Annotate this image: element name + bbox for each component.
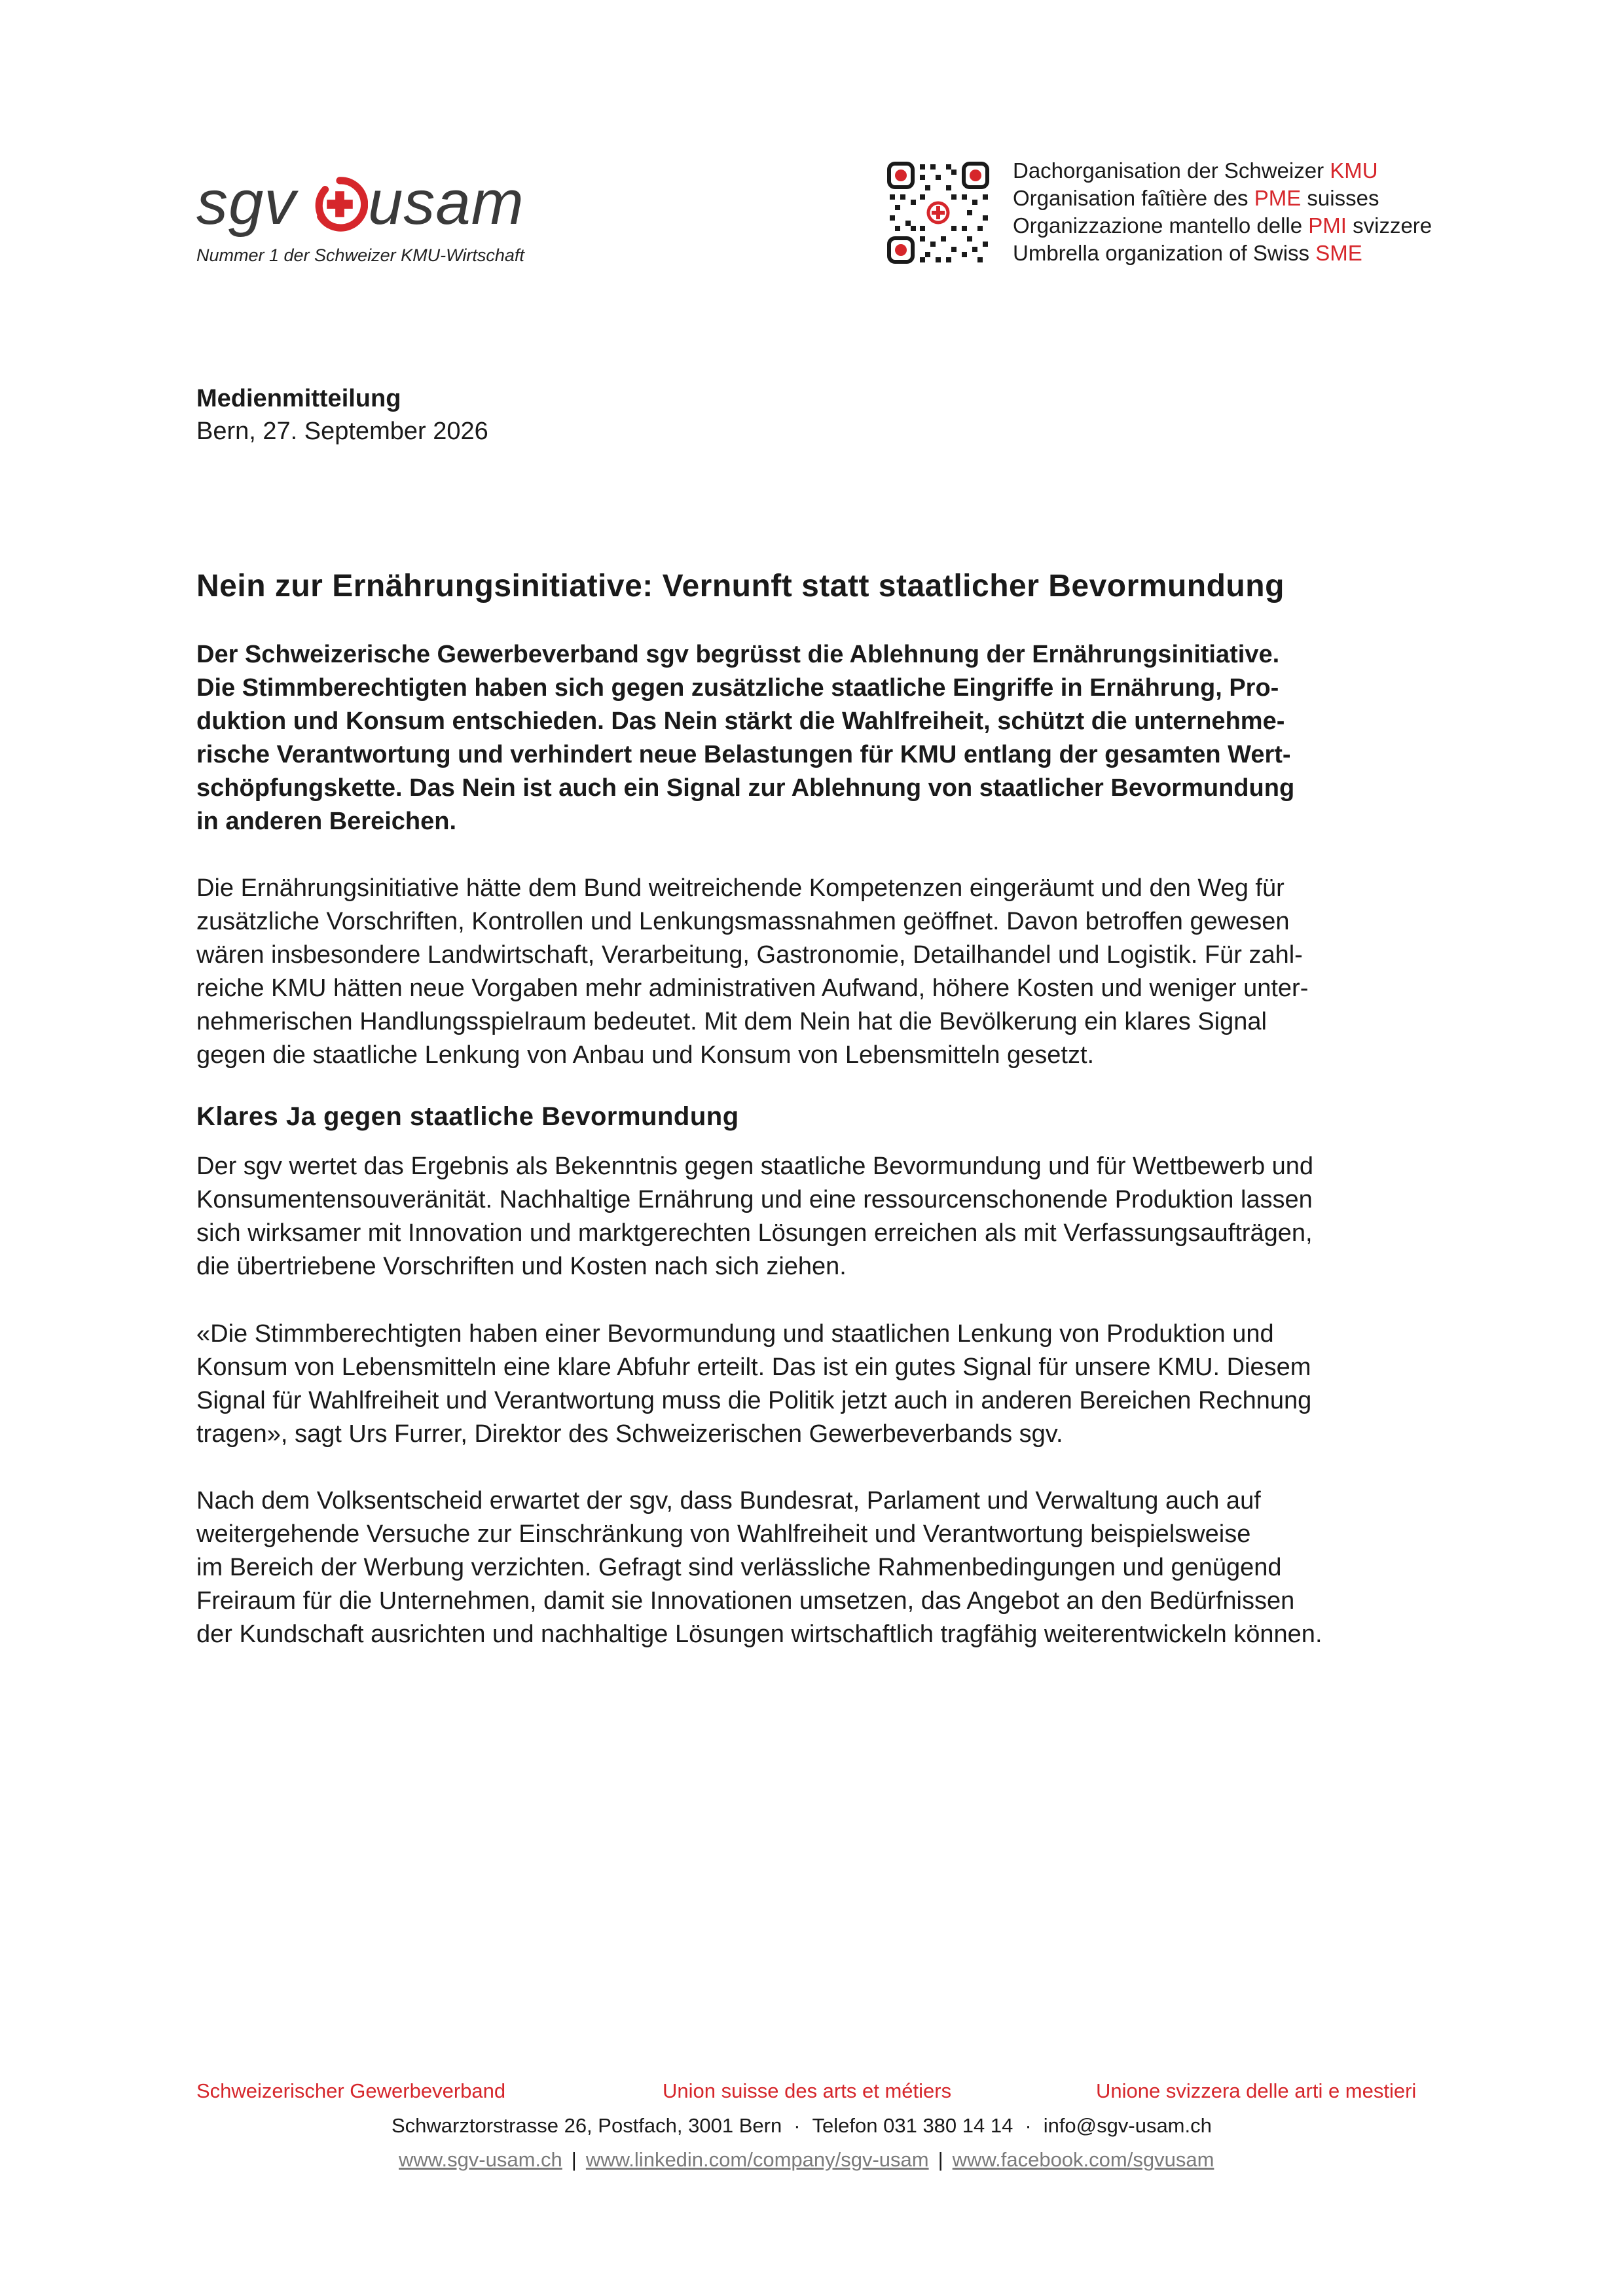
text-line: Freiraum für die Unternehmen, damit sie Innovationen umsetzen, das Angebot an den Bedürfnissen [196,1587,1295,1615]
text-line: reiche KMU hätten neue Vorgaben mehr administrativen Aufwand, höhere Kosten und weniger unter- [196,975,1309,1002]
text-line: sich wirksamer mit Innovation und marktgerechten Lösungen erreichen als mit Verfassungsaufträgen, [196,1219,1313,1247]
link-facebook[interactable]: www.facebook.com/sgvusam [952,2148,1214,2171]
article-title: Nein zur Ernährungsinitiative: Vernunft statt staatlicher Bevormundung [196,569,1285,603]
text-line: gegen die staatliche Lenkung von Anbau und Konsum von Lebensmitteln gesetzt. [196,1041,1095,1069]
text-line: zusätzliche Vorschriften, Kontrollen und Lenkungsmassnahmen geöffnet. Davon betroffen gewesen [196,908,1290,935]
text-line: Nach dem Volksentscheid erwartet der sgv, dass Bundesrat, Parlament und Verwaltung auch auf [196,1487,1261,1515]
footer-org-fr: Union suisse des arts et métiers [663,2079,952,2102]
sgv-usam-logo [196,167,563,272]
footer-address: Schwarztorstrasse 26, Postfach, 3001 Bern [392,2114,782,2137]
text-line: der Kundschaft ausrichten und nachhaltige Lösungen wirtschaftlich tragfähig weiterentwickeln können. [196,1621,1322,1648]
swiss-cross-swirl-icon [312,176,368,232]
footer-contact-line [392,2114,1212,2138]
text-line: wären insbesondere Landwirtschaft, Verarbeitung, Gastronomie, Detailhandel und Logistik. Für zahl- [196,941,1303,969]
link-separator: | [938,2148,943,2171]
organisation-lines [1013,157,1432,267]
text-line: schöpfungskette. Das Nein ist auch ein Signal zur Ablehnung von staatlicher Bevormundung [196,774,1295,802]
logo-text-usam: usam [368,168,524,238]
date-line: Bern, 27. September 2026 [196,418,488,445]
org-line-de: Dachorganisation der Schweizer KMU [1013,158,1378,183]
text-line: Konsumentensouveränität. Nachhaltige Ernährung und eine ressourcenschonende Produktion lassen [196,1186,1313,1213]
text-line: Der sgv wertet das Ergebnis als Bekenntnis gegen staatliche Bevormundung und für Wettbewerb und [196,1153,1314,1180]
section-subheading: Klares Ja gegen staatliche Bevormundung [196,1102,739,1131]
footer-separator: · [1025,2114,1032,2137]
text-line: im Bereich der Werbung verzichten. Gefragt sind verlässliche Rahmenbedingungen und genügend [196,1554,1282,1581]
link-website[interactable]: www.sgv-usam.ch [399,2148,562,2171]
text-line: Der Schweizerische Gewerbeverband sgv begrüsst die Ablehnung der Ernährungsinitiative. [196,641,1280,668]
quote-paragraph [196,1318,1453,1451]
logo-tagline: Nummer 1 der Schweizer KMU-Wirtschaft [196,245,524,265]
text-line: «Die Stimmberechtigten haben einer Bevormundung und staatlichen Lenkung von Produktion und [196,1320,1274,1348]
text-line: nehmerischen Handlungsspielraum bedeutet. Mit dem Nein hat die Bevölkerung ein klares Signal [196,1008,1267,1035]
org-line-en: Umbrella organization of Swiss SME [1013,241,1362,265]
footer-org-de: Schweizerischer Gewerbeverband [196,2079,506,2102]
text-line: tragen», sagt Urs Furrer, Direktor des Schweizerischen Gewerbeverbands sgv. [196,1420,1063,1448]
lead-paragraph [196,638,1440,838]
org-line-fr: Organisation faîtière des PME suisses [1013,186,1379,210]
text-line: Die Stimmberechtigten haben sich gegen zusätzliche staatliche Eingriffe in Ernährung, Pro- [196,674,1279,702]
text-line: duktion und Konsum entschieden. Das Nein stärkt die Wahlfreiheit, schützt die unternehme- [196,708,1285,735]
text-line: Die Ernährungsinitiative hätte dem Bund weitreichende Kompetenzen eingeräumt und den Weg für [196,874,1285,902]
body-paragraph-1 [196,872,1453,1072]
text-line: in anderen Bereichen. [196,808,457,835]
text-line: rische Verantwortung und verhindert neue Belastungen für KMU entlang der gesamten Wert- [196,741,1291,768]
logo-text-sgv: sgv [196,168,297,238]
org-line-it: Organizzazione mantello delle PMI svizzere [1013,213,1432,238]
body-paragraph-4 [196,1484,1453,1651]
footer-separator: · [793,2114,801,2137]
footer-email[interactable]: info@sgv-usam.ch [1043,2114,1212,2137]
text-line: weitergehende Versuche zur Einschränkung von Wahlfreiheit und Verantwortung beispielsweise [196,1520,1251,1548]
text-line: die übertriebene Vorschriften und Kosten nach sich ziehen. [196,1253,847,1280]
link-linkedin[interactable]: www.linkedin.com/company/sgv-usam [585,2148,929,2171]
footer-links [399,2148,1214,2172]
text-line: Signal für Wahlfreiheit und Verantwortung muss die Politik jetzt auch in anderen Bereichen Rechnung [196,1387,1312,1414]
footer-phone: Telefon 031 380 14 14 [812,2114,1013,2137]
text-line: Konsum von Lebensmitteln eine klare Abfuhr erteilt. Das ist ein gutes Signal für unsere KMU. Diesem [196,1354,1311,1381]
link-separator: | [571,2148,577,2171]
body-paragraph-2 [196,1150,1453,1283]
document-type-label: Medienmitteilung [196,385,401,412]
qr-code-icon [886,160,991,265]
footer-org-it: Unione svizzera delle arti e mestieri [1096,2079,1417,2102]
